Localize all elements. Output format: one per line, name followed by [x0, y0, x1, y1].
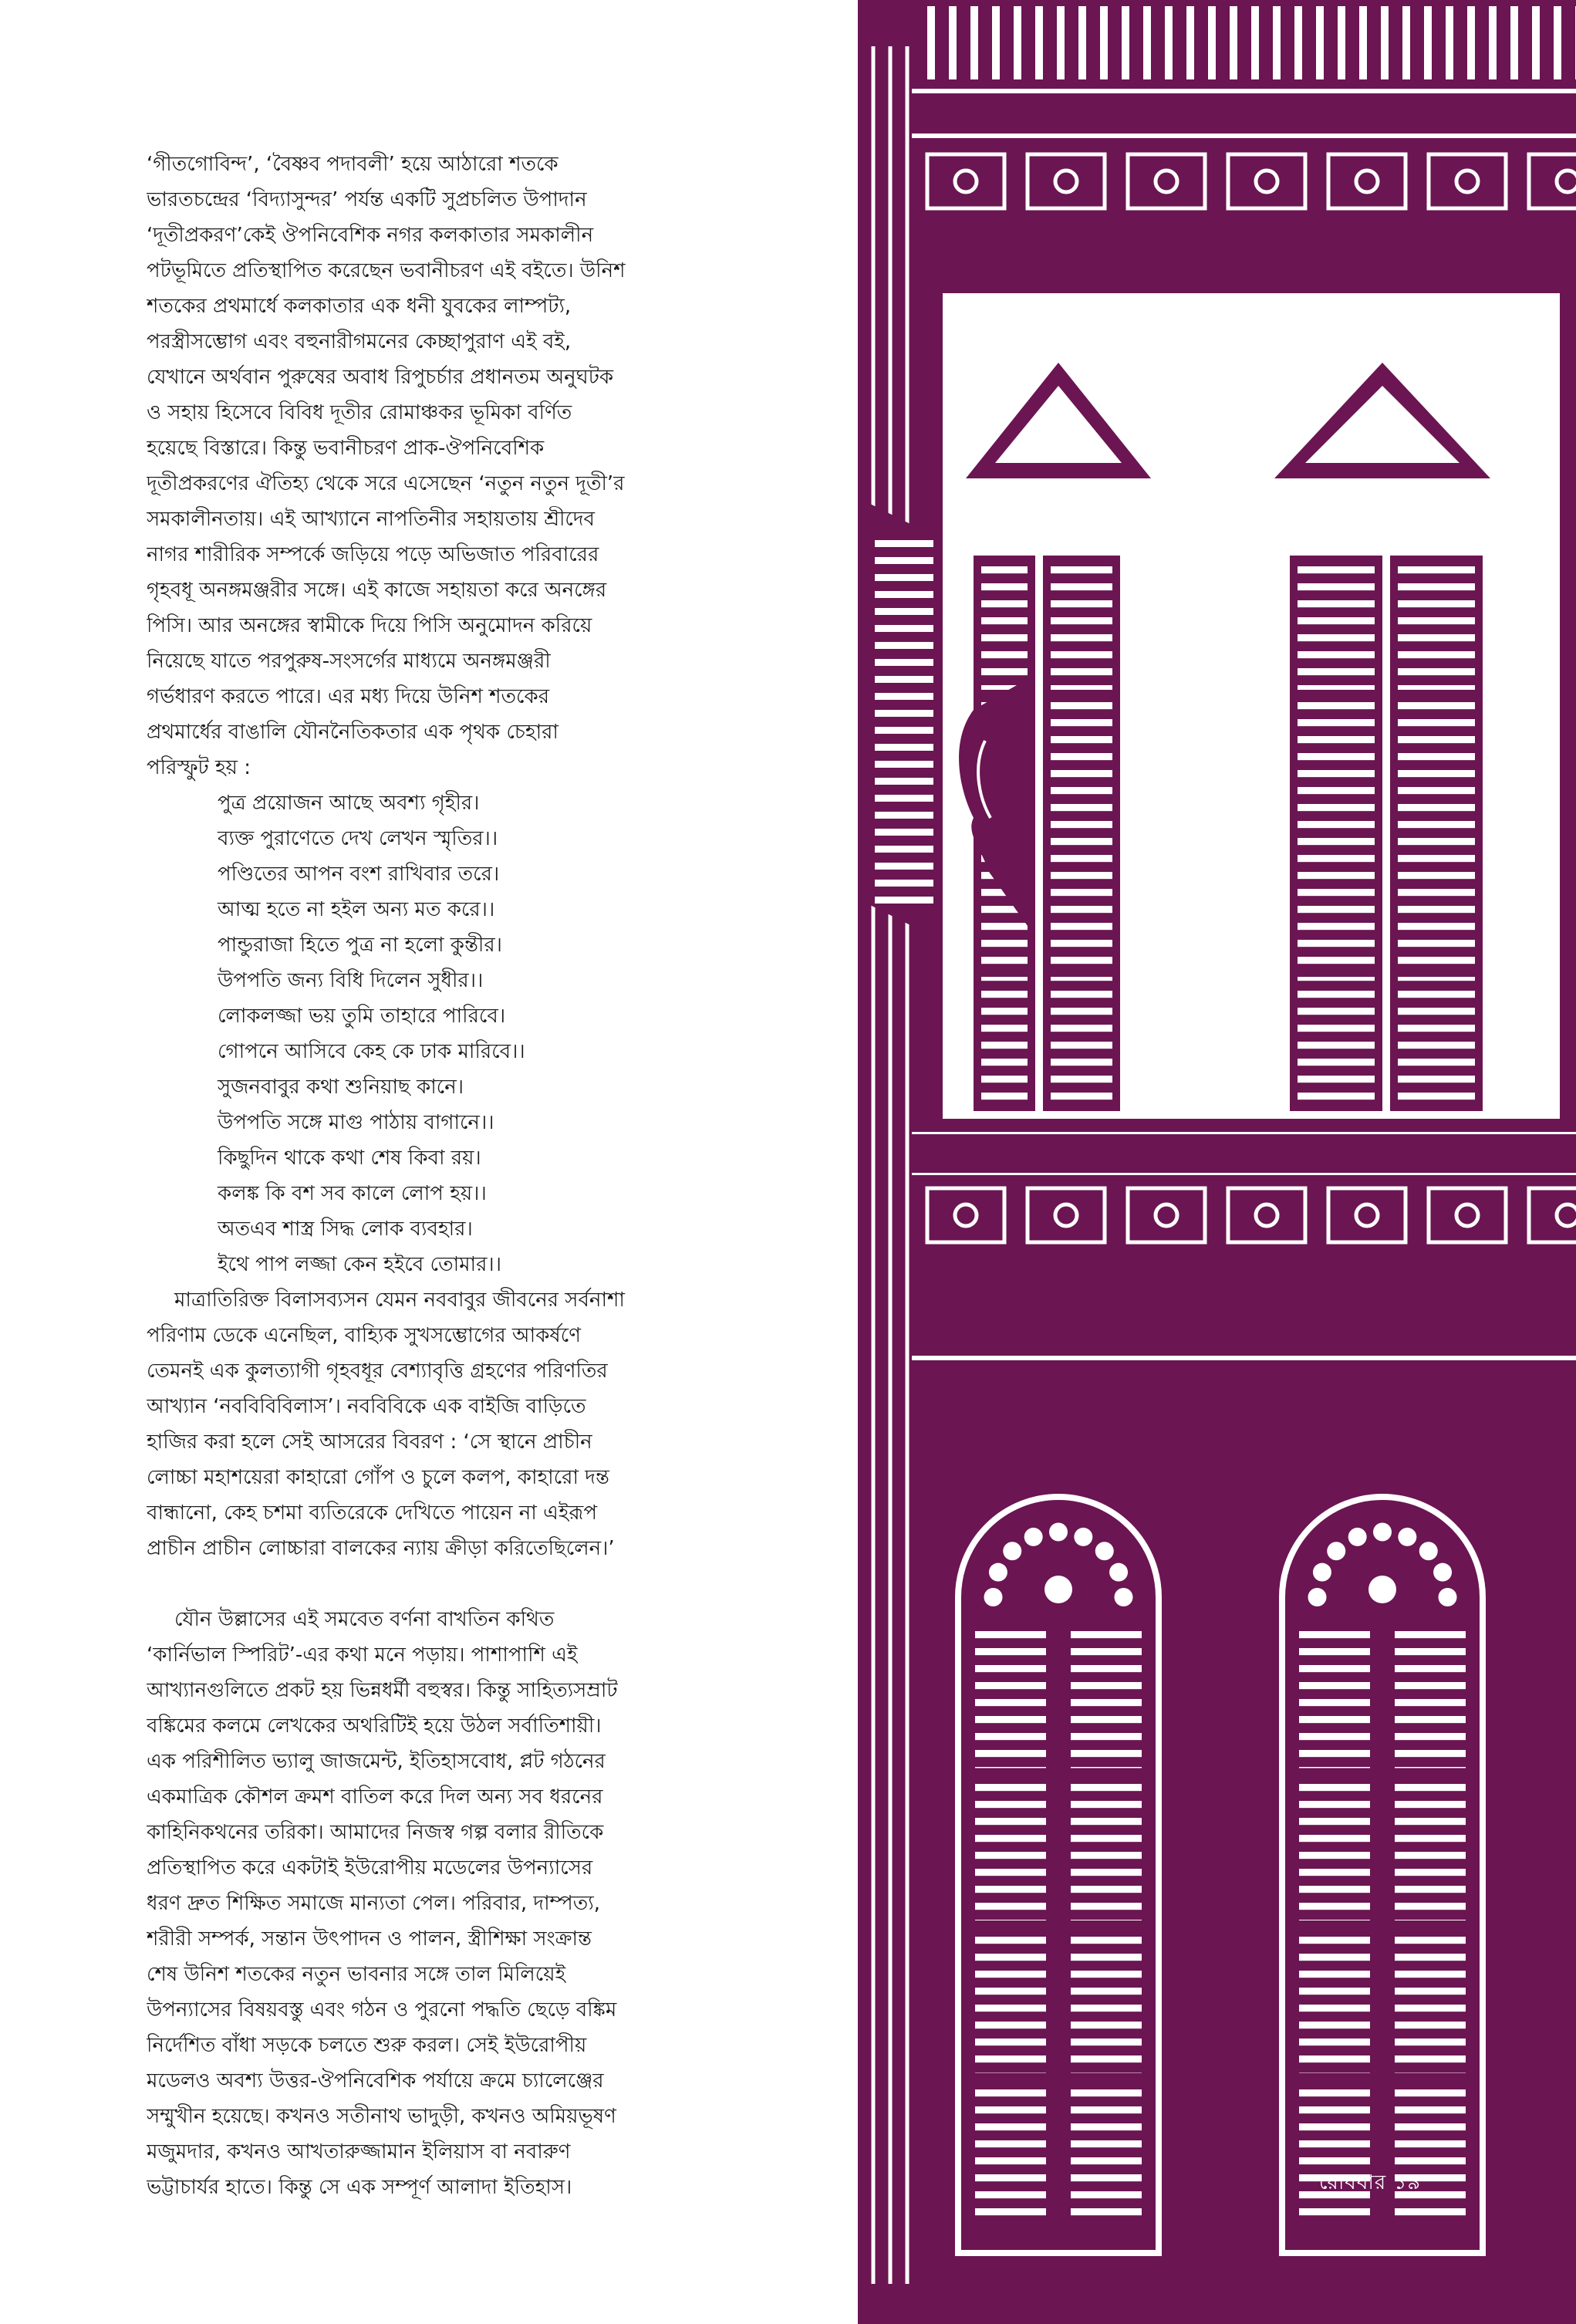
verse-line: কিছুদিন থাকে কথা শেষ কিবা রয়।: [218, 1147, 481, 1170]
verse-line: ইথে পাপ লজ্জা কেন হইবে তোমার।।: [218, 1253, 501, 1276]
verse-line: পণ্ডিতের আপন বংশ রাখিবার তরে।: [218, 863, 500, 886]
verse-line: গোপনে আসিবে কেহ কে ঢাক মারিবে।।: [218, 1040, 525, 1063]
article-text-column: [147, 147, 733, 2214]
paragraph-gap: [147, 1566, 733, 1602]
verse-line: পান্ডুরাজা হিতে পুত্র না হলো কুন্তীর।: [218, 934, 502, 957]
verse-line: আত্ম হতে না হইল অন্য মত করে।।: [218, 898, 495, 921]
verse-line: পুত্র প্রয়োজন আছে অবশ্য গৃহীর।: [218, 792, 480, 815]
article-paragraph-3: যৌন উল্লাসের এই সমবেত বর্ণনা বাখতিন কথিত ‘কার্নিভাল স্পিরিট’-এর কথা মনে পড়ায়। পাশাপাশি এই আখ্যানগুলিতে প্রকট হয় ভিন্নধর্মী বহুস্বর। কিন্তু সাহিত্যসম্রাট বঙ্কিমের কলমে লেখকের অথরিটিই হয়ে উঠল সর্বাতিশায়ী। এক পরিশীলিত ভ্যালু জাজমেন্ট, ইতিহাসবোধ, প্লট গঠনের একমাত্রিক কৌশল ক্রমশ বাতিল করে দিল অন্য সব ধরনের কাহিনিকথনের তরিকা। আমাদের নিজস্ব গল্প বলার রীতিকে প্রতিস্থাপিত করে একটাই ইউরোপীয় মডেলের উপন্যাসের ধরণ দ্রুত শিক্ষিত সমাজে মান্যতা পেল। পরিবার, দাম্পত্য, শরীরী সম্পর্ক, সন্তান উৎপাদন ও পালন, স্ত্রীশিক্ষা সংক্রান্ত শেষ উনিশ শতকের নতুন ভাবনার সঙ্গে তাল মিলিয়েই উপন্যাসের বিষয়বস্তু এবং গঠন ও পুরনো পদ্ধতি ছেড়ে বঙ্কিম নির্দেশিত বাঁধা সড়কে চলতে শুরু করল। সেই ইউরোপীয় মডেলও অবশ্য উত্তর-ঔপনিবেশিক পর্যায়ে ক্রমে চ্যালেঞ্জের সম্মুখীন হয়েছে। কখনও সতীনাথ ভাদুড়ী, কখনও অমিয়ভূষণ মজুমদার, কখনও আখতারুজ্জামান ইলিয়াস বা নবারুণ ভট্টাচার্যর হাতে। কিন্তু সে এক সম্পূর্ণ আলাদা ইতিহাস।: [147, 1608, 618, 2199]
verse-line: কলঙ্ক কি বশ সব কালে লোপ হয়।।: [218, 1182, 487, 1205]
verse-block: [147, 785, 733, 1282]
verse-line: উপপতি সঙ্গে মাগু পাঠায় বাগানে।।: [218, 1111, 494, 1134]
verse-line: ব্যক্ত পুরাণেতে দেখ লেখন স্মৃতির।।: [218, 827, 498, 850]
verse-line: অতএব শাস্ত্র সিদ্ধ লোক ব্যবহার।: [218, 1218, 473, 1241]
verse-line: লোকলজ্জা ভয় তুমি তাহারে পারিবে।: [218, 1005, 506, 1028]
page-number: রোববার ১৯: [1319, 2171, 1422, 2194]
article-paragraph-2: মাত্রাতিরিক্ত বিলাসব্যসন যেমন নববাবুর জীবনের সর্বনাশা পরিণাম ডেকে এনেছিল, বাহ্যিক সুখসম্ভোগের আকর্ষণে তেমনই এক কুলত্যাগী গৃহবধূর বেশ্যাবৃত্তি গ্রহণের পরিণতির আখ্যান ‘নববিবিবিলাস’। নববিবিকে এক বাইজি বাড়িতে হাজির করা হলে সেই আসরের বিবরণ : ‘সে স্থানে প্রাচীন লোচ্চা মহাশয়েরা কাহারো গোঁপ ও চুলে কলপ, কাহারো দন্ত বান্ধানো, কেহ চশমা ব্যতিরেকে দেখিতে পায়েন না এইরূপ প্রাচীন প্রাচীন লোচ্চারা বালকের ন্যায় ক্রীড়া করিতেছিলেন।’: [147, 1289, 625, 1560]
building-facade-woodcut-illustration: [858, 0, 1576, 2324]
verse-line: উপপতি জন্য বিধি দিলেন সুধীর।।: [218, 969, 484, 992]
article-paragraph-1: ‘গীতগোবিন্দ’, ‘বৈষ্ণব পদাবলী’ হয়ে আঠারো শতকে ভারতচন্দ্রের ‘বিদ্যাসুন্দর’ পর্যন্ত একটি সুপ্রচলিত উপাদান ‘দূতীপ্রকরণ’কেই ঔপনিবেশিক নগর কলকাতার সমকালীন পটভূমিতে প্রতিস্থাপিত করেছেন ভবানীচরণ এই বইতে। উনিশ শতকের প্রথমার্ধে কলকাতার এক ধনী যুবকের লাম্পট্য, পরস্ত্রীসম্ভোগ এবং বহুনারীগমনের কেচ্ছাপুরাণ এই বই, যেখানে অর্থবান পুরুষের অবাধ রিপুচর্চার প্রধানতম অনুঘটক ও সহায় হিসেবে বিবিধ দূতীর রোমাঞ্চকর ভূমিকা বর্ণিত হয়েছে বিস্তারে। কিন্তু ভবানীচরণ প্রাক-ঔপনিবেশিক দূতীপ্রকরণের ঐতিহ্য থেকে সরে এসেছেন ‘নতুন নতুন দূতী’র সমকালীনতায়। এই আখ্যানে নাপতিনীর সহায়তায় শ্রীদেব নাগর শারীরিক সম্পর্কে জড়িয়ে পড়ে অভিজাত পরিবারের গৃহবধূ অনঙ্গমঞ্জরীর সঙ্গে। এই কাজে সহায়তা করে অনঙ্গের পিসি। আর অনঙ্গের স্বামীকে দিয়ে পিসি অনুমোদন করিয়ে নিয়েছে যাতে পরপুরুষ-সংসর্গের মাধ্যমে অনঙ্গমঞ্জরী গর্ভধারণ করতে পারে। এর মধ্য দিয়ে উনিশ শতকের প্রথমার্ধের বাঙালি যৌননৈতিকতার এক পৃথক চেহারা পরিস্ফুট হয় :: [147, 153, 626, 779]
verse-line: সুজনবাবুর কথা শুনিয়াছ কানে।: [218, 1076, 464, 1099]
